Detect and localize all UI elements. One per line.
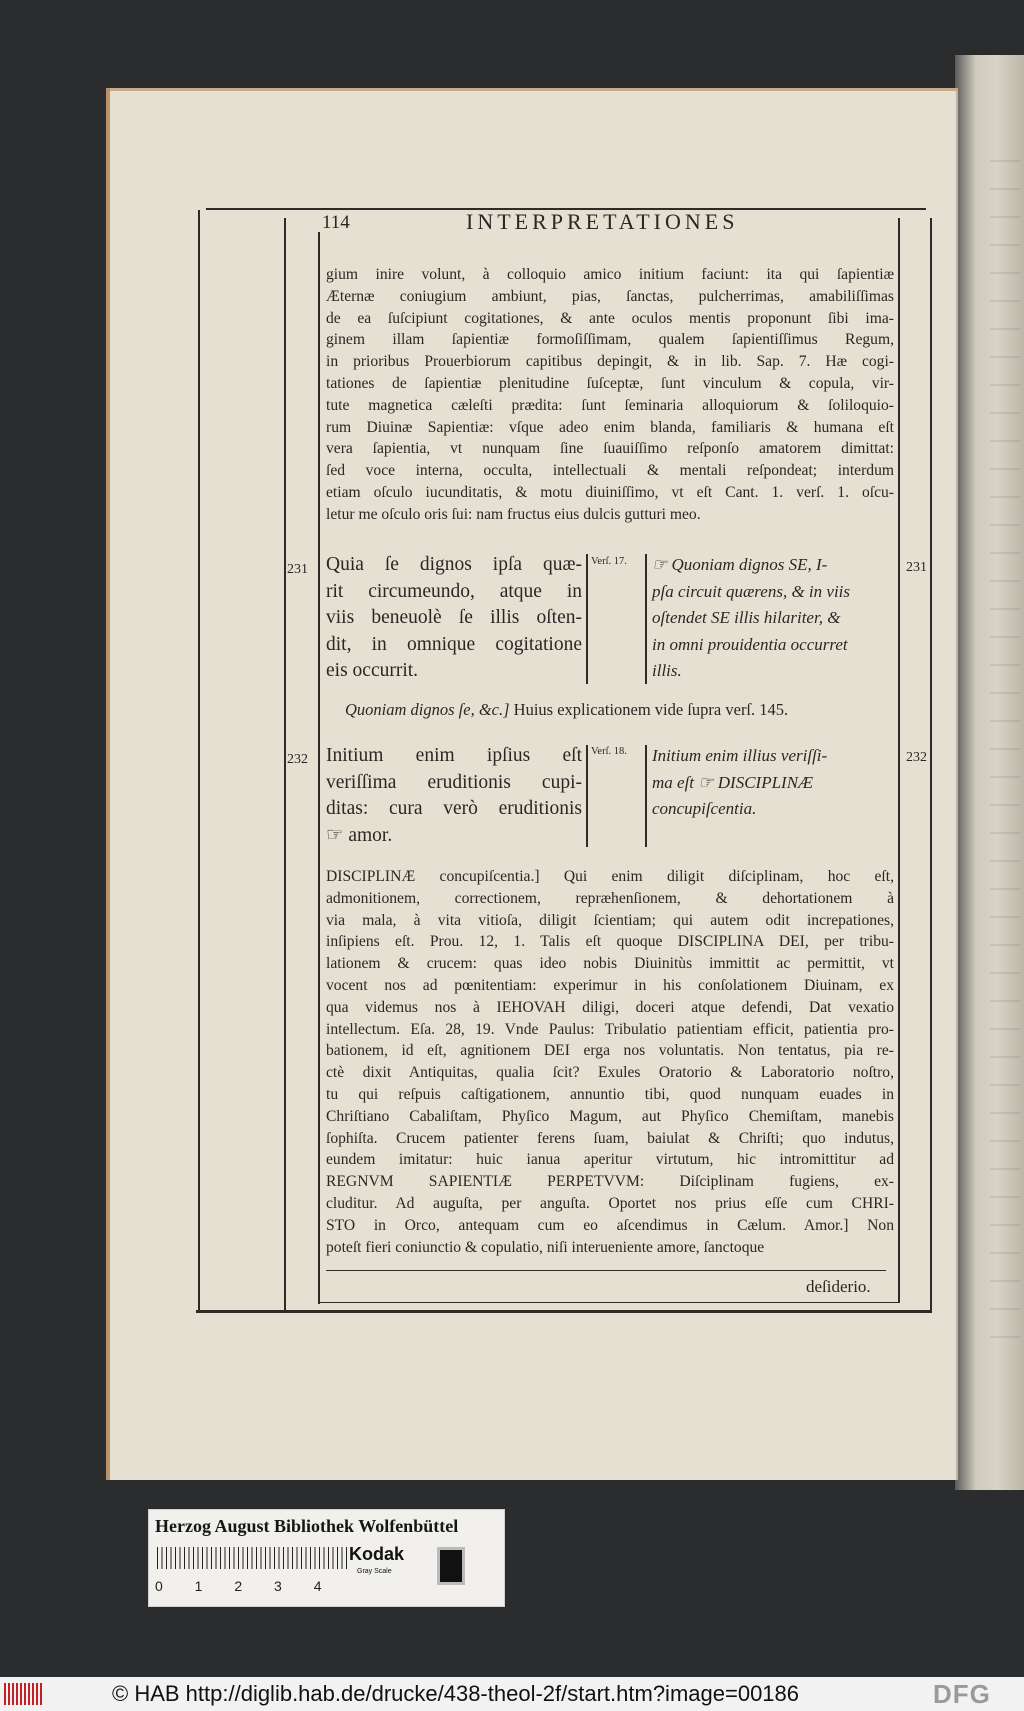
text-line: ☞ Quoniam dignos SE, I- [652,555,828,574]
text-line: admonitionem, correctionem, repræhenſionem, & dehortationem à [326,889,894,907]
text-line: concupiſcentia. [652,799,757,818]
text-line: via mala, à vita vitioſa, diligit ſcientiam; qui autem odit increpationes, [326,911,894,929]
text-line: de ea ſuſcipiunt cogitationes, & ante oculos mentis proponunt ſibi ima- [326,309,894,327]
text-line: vera ſapientia, vt nunquam ſine ſuauiſſimo reſponſo amatorem dimittat: [326,440,894,458]
text-line: illis. [652,661,682,680]
text-line: Initium enim ipſius eſt [326,745,582,766]
text-line: Æternæ coniugium ambiunt, pias, ſanctas, pulcherrimas, amabiliſſimas [326,287,894,305]
text-line: rit circumeundo, atque in [326,580,582,602]
text-line: in prioribus Prouerbiorum capitibus depingit, & in lib. Sap. 7. Hæ cogi- [326,353,894,371]
verse231-sep-right [645,554,647,684]
text-line: viis beneuolè ſe illis oſten- [326,607,582,628]
text-line: Chriſtiano Cabaliſtam, Phyſico Magum, aut Phyſico Chemiſtam, manebis [326,1107,894,1125]
text-line: rum Diuinæ Sapientiæ: vſque adeo enim blanda, familiaris & humana eſt [326,418,894,436]
reference-lemma: Quoniam dignos ſe, &c.] [345,700,510,719]
gray-scale-label: Gray Scale [357,1568,392,1575]
text-line: in omni prouidentia occurret [652,634,848,654]
frame-text-right [898,218,900,1302]
text-line: poteſt fieri coniunctio & copulatio, niſi interueniente amore, ſanctoque [326,1238,765,1256]
paragraph-1 [326,264,894,526]
verse-number-right: 232 [906,750,927,765]
text-line: lationem & crucem: quas ideo nobis Diuinitùs immittit ac permittit, vt [326,955,894,973]
text-line: cluditur. Ad auguſta, per anguſta. Oportet nos prius eſſe cum CHRI- [326,1194,894,1212]
text-line: veriſſima eruditionis cupi- [326,771,582,793]
ruler-digits: 0 1 2 3 4 [155,1578,322,1594]
reference-line [345,700,788,720]
text-bottom-rule [326,1270,886,1271]
footer-bar [0,1677,1024,1711]
hab-logo-icon [4,1683,44,1705]
text-line: ma eſt ☞ DISCIPLINÆ [652,772,814,792]
frame-left-outer [198,210,200,1310]
text-line: REGNVM SAPIENTIÆ PERPETVVM: Diſciplinam fugiens, ex- [326,1173,894,1191]
adjacent-page-marks [990,160,1020,1360]
kodak-logo: Kodak [349,1544,405,1564]
text-line: gium inire volunt, à colloquio amico initium faciunt: ita qui ſapientiæ [326,266,894,283]
gray-patch [437,1547,465,1585]
verse231-sep-left [586,554,588,684]
text-line: eundem imitatur: huic ianua aperitur virtutum, hic intromittitur ad [326,1151,894,1169]
verse-number-left: 232 [287,752,308,767]
library-stamp [148,1509,505,1607]
text-line: Initium enim illius veriſſi- [652,746,828,765]
text-line: ctè dixit Antiquitas, qualia ſcit? Exules Oratorio & Laboratorio noſtro, [326,1064,894,1082]
text-line: vocent nos ad pœnitentiam: experimur in his conſolationem Diuinam, ex [326,976,894,994]
verse-latin [326,552,582,685]
frame-bottom-rule [196,1310,932,1313]
text-line: ginem illam ſapientiæ formoſiſſimam, qualem ſapientiſſimus Regum, [326,331,894,349]
vers-label: Verſ. 18. [591,746,627,757]
text-line: Quia ſe dignos ipſa quæ- [326,554,582,575]
page-number: 114 [322,212,350,233]
frame-bottom-rule-inner [318,1302,900,1303]
verse232-sep-left [586,745,588,847]
text-line: tu qui reſpuis caſtigationem, annuntio tibi, quod nunquam euades in [326,1085,894,1103]
catchword: deſiderio. [806,1277,871,1296]
text-line: ſed voce interna, occulta, intellectuali & mentali reſpondeat; interdum [326,462,894,480]
footer-url[interactable]: © HAB http://diglib.hab.de/drucke/438-theol-2f/start.htm?image=00186 [112,1681,800,1706]
text-line: inſipiens eſt. Prou. 12, 1. Talis eſt quoque DISCIPLINA DEI, per tribu- [326,933,894,951]
vers-label: Verſ. 17. [591,556,627,567]
frame-left-inner [284,218,286,1310]
reference-text: Huius explicationem vide ſupra verſ. 145. [513,700,789,719]
verse-translation [652,552,892,685]
verse-latin [326,743,582,849]
frame-right-outer [930,218,932,1312]
running-title: INTERPRETATIONES [466,209,739,234]
verse232-sep-right [645,745,647,847]
text-line: pſa circuit quærens, & in viis [652,581,851,601]
paragraph-2 [326,866,894,1258]
text-line: oſtendet SE illis hilariter, & [652,608,841,627]
text-line: bationem, id eſt, agnitionem DEI erga nos voluntatis. Non tentatus, pia re- [326,1042,894,1060]
text-line: DISCIPLINÆ concupiſcentia.] Qui enim diligit diſciplinam, hoc eſt, [326,868,894,885]
verse-translation [652,743,892,823]
text-line: eis occurrit. [326,660,419,681]
verse-number-left: 231 [287,562,308,577]
library-name: Herzog August Bibliothek Wolfenbüttel [155,1516,459,1536]
text-line: qua videmus nos à IEHOVAH diligi, doceri atque defendi, Dat vexatio [326,998,894,1016]
text-line: ☞ amor. [326,824,393,846]
text-line: ditas: cura verò eruditionis [326,798,582,819]
text-line: tute magnetica cæleſti prædita: ſunt ſeminaria alloquiorum & ſoliloquio- [326,396,894,414]
text-line: ſophiſta. Crucem patienter ferens ſuam, baiulat & Chriſti; quo indutus, [326,1129,894,1147]
scale-ruler [157,1547,347,1569]
frame-text-left [318,232,320,1304]
text-line: letur me oſculo oris ſui: nam fructus eius dulcis gutturi meo. [326,505,701,523]
verse-number-right: 231 [906,560,927,575]
text-line: tationes de ſapientiæ plenitudine ſuſceptæ, ſunt vinculum & copula, vir- [326,374,894,392]
text-line: STO in Orco, antequam cum eo aſcendimus in Cælum. Amor.] Non [326,1216,894,1234]
scan-background [0,0,1024,95]
text-line: dit, in omnique cogitatione [326,633,582,655]
dfg-logo: DFG [933,1679,991,1709]
text-line: intellectum. Eſa. 28, 19. Vnde Paulus: Tribulatio patientiam efficit, patientia pro- [326,1020,894,1038]
text-line: etiam oſculo iucunditatis, & motu diuiniſſimo, vt eſt Cant. 1. verſ. 1. oſcu- [326,483,894,501]
